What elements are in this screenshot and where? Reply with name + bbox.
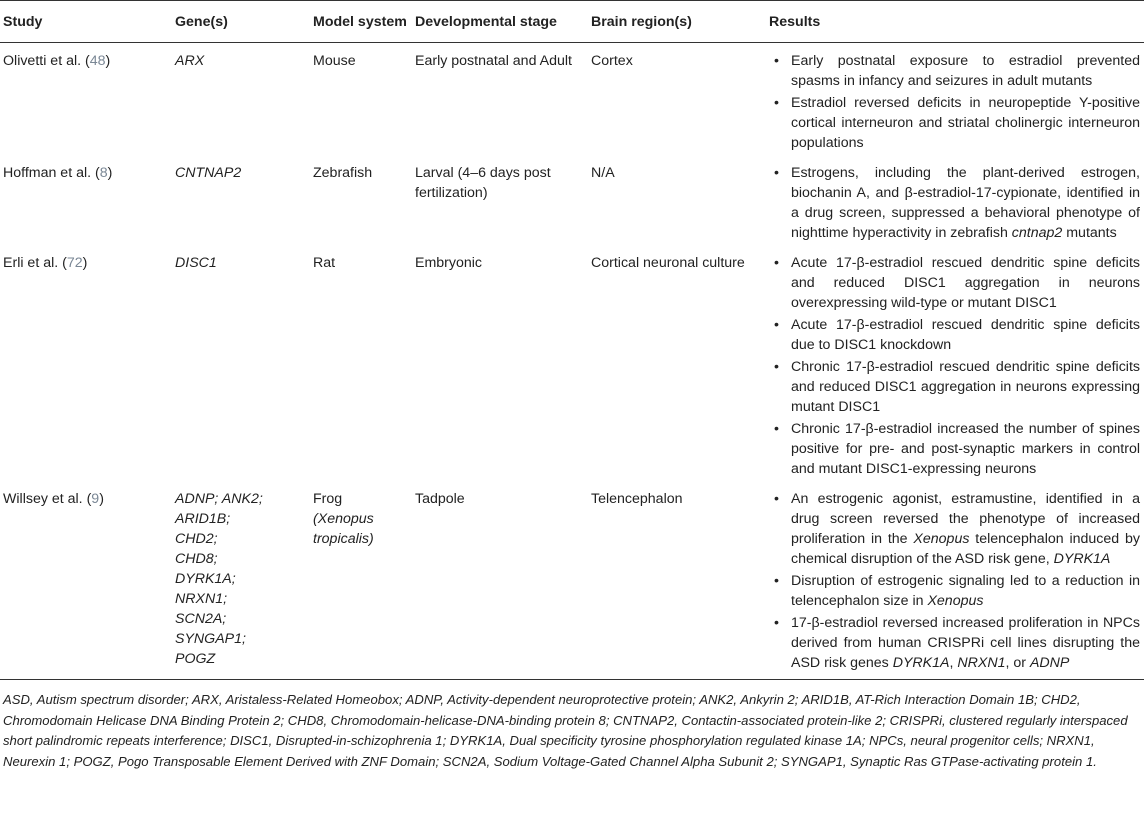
header-developmental-stage: Developmental stage [411, 1, 587, 43]
result-item: • Acute 17-β-estradiol rescued dendritic spine deficits due to DISC1 knockdown [769, 315, 1140, 355]
study-authors: Willsey et al. ( [3, 491, 92, 507]
genes-cell [171, 481, 309, 680]
gene-name: CHD2; [175, 531, 218, 547]
gene-name: SCN2A; [175, 611, 227, 627]
gene-name: SYNGAP1; [175, 631, 246, 647]
model-cell: Mouse [313, 53, 356, 69]
table-footnote: ASD, Autism spectrum disorder; ARX, Aristaless-Related Homeobox; ADNP, Activity-dependent neuroprotective protein; ANK2, Ankyrin 2; ARID1B, AT-Rich Interaction Domain 1B; CHD2, Chromodomain Helicase DNA Binding Protein 2; CHD8, Chromodomain-helicase-DNA-binding protein 8; CNTNAP2, Contactin-associated protein-like 2; CRISPRi, clustered regularly interspaced short palindromic repeats interference; DISC1, Disrupted-in-schizophrenia 1; DYRK1A, Dual specificity tyrosine phosphorylation regulated kinase 1A; NPCs, neural progenitor cells; NRXN1, Neurexin 1; POGZ, Pogo Transposable Element Derived with ZNF Domain; SCN2A, Sodium Voltage-Gated Channel Alpha Subunit 2; SYNGAP1, Synaptic Ras GTPase-activating protein 1. [3, 692, 1128, 769]
model-cell [309, 481, 411, 680]
result-item: • Disruption of estrogenic signaling led to a reduction in telencephalon size in Xenopus [769, 571, 1140, 611]
gene-name: NRXN1; [175, 591, 228, 607]
header-row [0, 1, 1144, 43]
result-item: • Chronic 17-β-estradiol rescued dendritic spine deficits and reduced DISC1 aggregation in neurons expressing mutant DISC1 [769, 357, 1140, 417]
study-cell [0, 481, 171, 680]
gene-name: CHD8; [175, 551, 218, 567]
study-paren: ) [99, 491, 104, 507]
header-model-system: Model system [309, 1, 411, 43]
model-cell: Rat [313, 255, 336, 271]
header-results: Results [765, 1, 1144, 43]
table-row [0, 43, 1144, 156]
header-genes: Gene(s) [171, 1, 309, 43]
study-cell [0, 245, 171, 481]
genes-cell [171, 245, 309, 481]
header-study: Study [0, 1, 171, 43]
study-authors: Hoffman et al. ( [3, 165, 100, 181]
table-row [0, 245, 1144, 481]
results-list [769, 489, 1140, 673]
results-cell [765, 155, 1144, 245]
region-cell: Telencephalon [587, 481, 765, 680]
genes-cell [171, 155, 309, 245]
region-cell: Cortical neuronal culture [591, 255, 745, 271]
study-paren: ) [107, 165, 113, 181]
gene-name: ADNP; ANK2; [175, 491, 263, 507]
result-item: • Estrogens, including the plant-derived estrogen, biochanin A, and β-estradiol-17-cypionate, identified in a drug screen, suppressed a behavioral phenotype of nighttime hyperactivity in zebrafish cntnap2 mutants [769, 163, 1140, 243]
reference-link[interactable]: 48 [89, 53, 106, 69]
model-species: (Xenopus tropicalis) [313, 511, 374, 547]
result-item: • Acute 17-β-estradiol rescued dendritic spine deficits and reduced DISC1 aggregation in neurons overexpressing wild-type or mutant DISC1 [769, 253, 1140, 313]
result-item: • Chronic 17-β-estradiol increased the number of spines positive for pre- and post-synaptic markers in control and mutant DISC1-expressing neurons [769, 419, 1140, 479]
gene-name: ARX [175, 53, 205, 69]
reference-link[interactable]: 9 [91, 491, 100, 507]
region-cell: Cortex [591, 53, 633, 69]
study-paren: ) [82, 255, 88, 271]
model-name: Frog [313, 491, 343, 507]
gene-name: DISC1 [175, 255, 217, 271]
study-authors: Olivetti et al. ( [3, 53, 90, 69]
study-authors: Erli et al. ( [3, 255, 67, 271]
genes-cell [171, 43, 309, 156]
study-cell [0, 43, 171, 156]
header-brain-regions: Brain region(s) [587, 1, 765, 43]
results-cell [765, 245, 1144, 481]
reference-link[interactable]: 72 [66, 255, 83, 271]
stage-cell: Larval (4–6 days post fertilization) [415, 165, 551, 201]
table-row [0, 155, 1144, 245]
gene-name: POGZ [175, 651, 216, 667]
model-cell: Zebrafish [313, 165, 373, 181]
gene-name: CNTNAP2 [175, 165, 242, 181]
result-item: • Estradiol reversed deficits in neuropeptide Y-positive cortical interneuron and striatal cholinergic interneuron populations [769, 93, 1140, 153]
results-list [769, 51, 1140, 153]
region-cell: N/A [591, 165, 615, 181]
result-item: • An estrogenic agonist, estramustine, identified in a drug screen reversed the phenotype of increased proliferation in the Xenopus telencephalon induced by chemical disruption of the ASD risk gene, DYRK1A [769, 489, 1140, 569]
gene-name: ARID1B; [175, 511, 231, 527]
reference-link[interactable]: 8 [99, 165, 108, 181]
gene-name: DYRK1A; [175, 571, 236, 587]
results-cell [765, 481, 1144, 680]
results-list [769, 253, 1140, 479]
table-row [0, 481, 1144, 680]
study-cell [0, 155, 171, 245]
stage-cell: Embryonic [415, 255, 483, 271]
stage-cell: Tadpole [411, 481, 587, 680]
results-list [769, 163, 1140, 243]
result-item: • Early postnatal exposure to estradiol prevented spasms in infancy and seizures in adult mutants [769, 51, 1140, 91]
study-paren: ) [105, 53, 111, 69]
results-cell [765, 43, 1144, 156]
stage-cell: Early postnatal and Adult [415, 53, 572, 69]
result-item: • 17-β-estradiol reversed increased proliferation in NPCs derived from human CRISPRi cell lines disrupting the ASD risk genes DYRK1A, NRXN1, or ADNP [769, 613, 1140, 673]
